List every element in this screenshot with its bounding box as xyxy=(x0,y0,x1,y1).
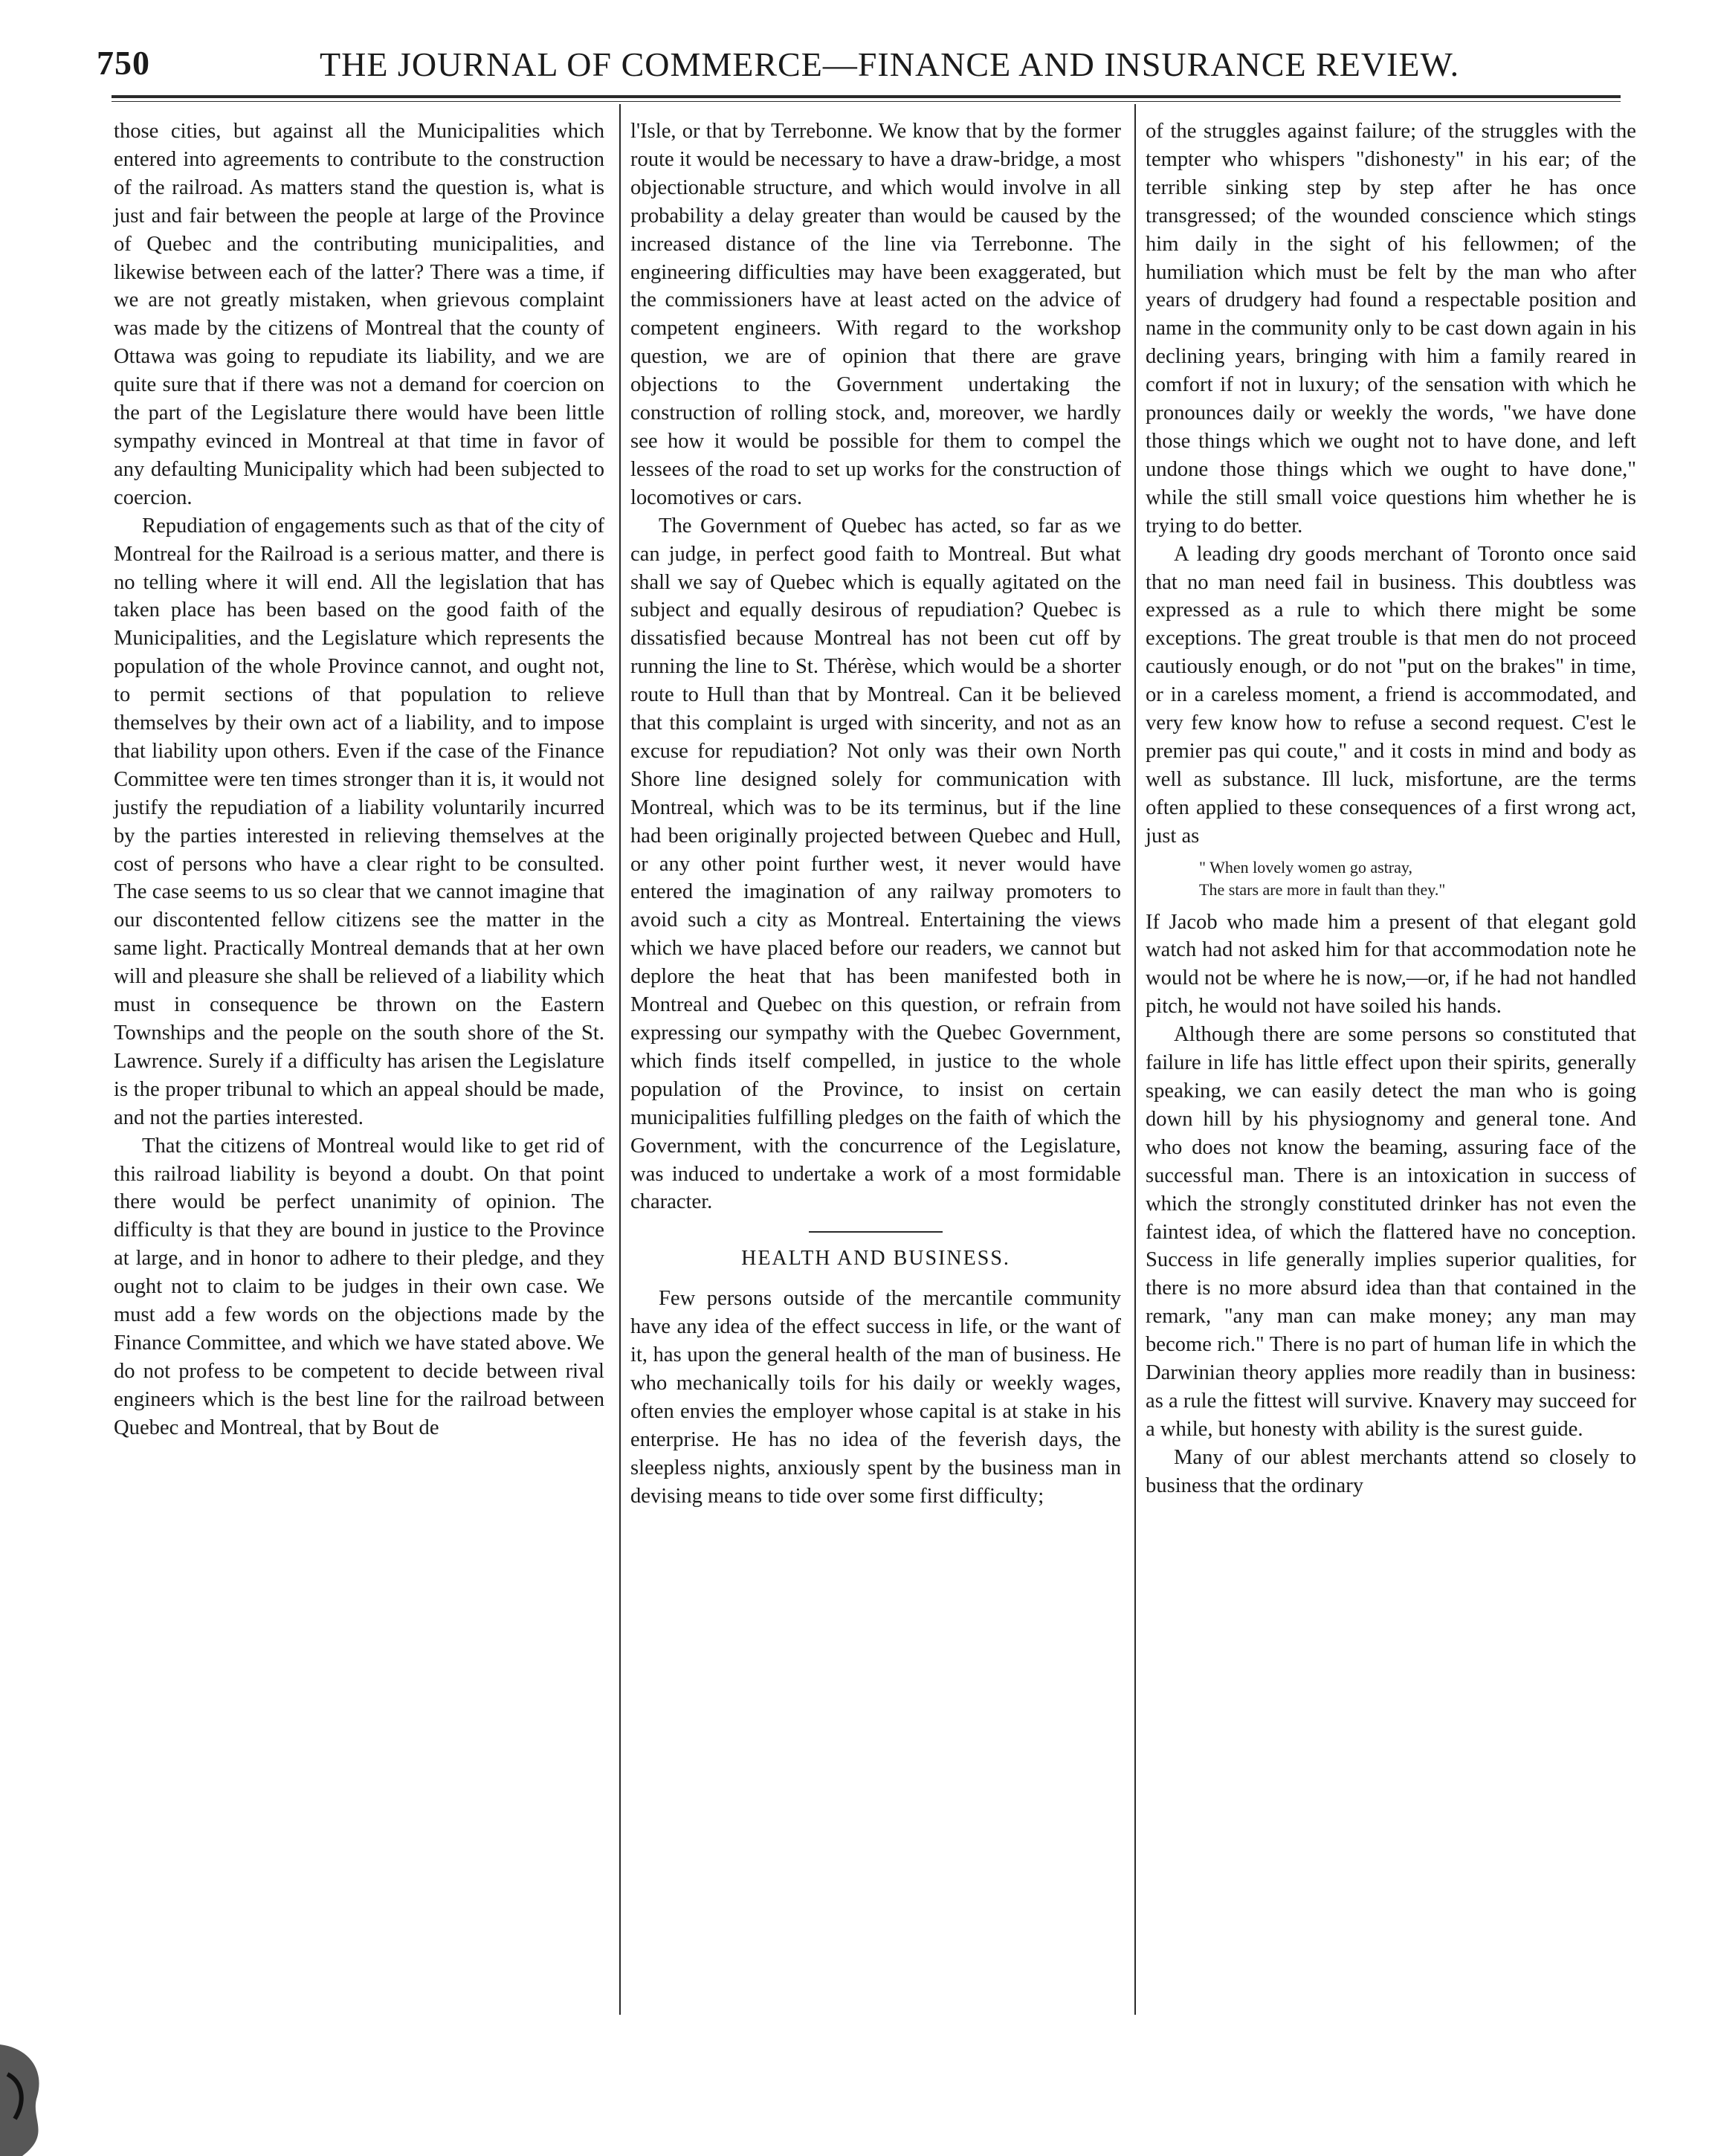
column-3 xyxy=(1146,117,1636,1500)
column-divider-right xyxy=(1134,104,1136,2015)
col3-paragraph-4: Although there are some persons so constituted that failure in life has little effect upon their spirits, generally speaking, we can easily detect the man who is going down hill by his physiognomy and general tone. And who does not know the beaming, assuring face of the successful man. There is an intoxication in success of which the strongly constituted drinker has not even the faintest idea, of which the flattered have no conception. Success in life generally implies superior qualities, for there is no more absurd idea than that contained in the remark, "any man can make money; any man may become rich." There is no part of human life in which the Darwinian theory applies more readily than in business: as a rule the fittest will survive. Knavery may succeed for a while, but honesty with ability is the surest guide. xyxy=(1146,1023,1636,1441)
col1-paragraph-3: That the citizens of Montreal would like to get rid of this railroad liability is beyond a doubt. On that point there would be perfect unanimity of opinion. The difficulty is that they are bound in justice to the Province at large, and in honor to adhere to their pledge, and they ought not to claim to be judges in their own case. We must add a few words on the objections made by the Finance Committee, and which we have stated above. We do not profess to be competent to decide between rival engineers which is the best line for the railroad between Quebec and Montreal, that by Bout de xyxy=(114,1134,604,1439)
column-1 xyxy=(114,117,604,1442)
col2-paragraph-3: Few persons outside of the mercantile community have any idea of the effect success in life, or the want of it, has upon the general health of the man of business. He who mechanically toils for his daily or weekly wages, often envies the employer whose capital is at stake in his enterprise. He has no idea of the feverish days, the sleepless nights, anxiously spent by the business man in devising means to tide over some first difficulty; xyxy=(630,1287,1121,1508)
verse-line-2: The stars are more in fault than they." xyxy=(1199,879,1446,899)
column-divider-left xyxy=(619,104,621,2015)
col2-paragraph-1: l'Isle, or that by Terrebonne. We know that by the former route it would be necessary to have a draw-bridge, a most objectionable structure, and which would involve in all probability a delay greater than would be caused by the increased distance of the line via Terrebonne. The engineering difficulties may have been exaggerated, but the commissioners have at least acted on the advice of competent engineers. With regard to the workshop question, we are of opinion that there are grave objections to the Government undertaking the construction of rolling stock, and, moreover, we hardly see how it would be possible for them to compel the lessees of the road to set up works for the construction of locomotives or cars. xyxy=(630,120,1121,509)
col3-paragraph-5: Many of our ablest merchants attend so closely to business that the ordinary xyxy=(1146,1445,1636,1497)
header-rule xyxy=(112,95,1621,98)
header-rule-thin xyxy=(112,101,1621,102)
col1-paragraph-1: those cities, but against all the Municipalities which entered into agreements to contribute to the construction of the railroad. As matters stand the question is, what is just and fair between the people at large of the Province of Quebec and the contributing municipalities, and likewise between each of the latter? There was a time, if we are not greatly mistaken, when grievous complaint was made by the citizens of Montreal that the county of Ottawa was going to repudiate its liability, and we are quite sure that if there was not a demand for coercion on the part of the Legislature there would have been little sympathy evinced in Montreal at that time in favor of any defaulting Municipality which had been subjected to coercion. xyxy=(114,120,604,509)
page-number: 750 xyxy=(97,44,150,82)
verse-line-1: " When lovely women go astray, xyxy=(1199,857,1412,877)
col3-paragraph-3: If Jacob who made him a present of that elegant gold watch had not asked him for that accommodation note he would not be where he is now,—or, if he had not handled pitch, he would not have soiled his hands. xyxy=(1146,910,1636,1019)
running-title: THE JOURNAL OF COMMERCE—FINANCE AND INSURANCE REVIEW. xyxy=(320,45,1460,83)
section-divider xyxy=(809,1231,943,1233)
col3-paragraph-2: A leading dry goods merchant of Toronto once said that no man need fail in business. This doubtless was expressed as a rule to which there might be some exceptions. The great trouble is that men do not proceed cautiously enough, or do not "put on the brakes" in time, or in a careless moment, a friend is accommodated, and very few know how to refuse a second request. C'est le premier pas qui coute," and it costs in mind and body as well as substance. Ill luck, misfortune, are the terms often applied to these consequences of a first wrong act, just as xyxy=(1146,542,1636,848)
col3-paragraph-1: of the struggles against failure; of the struggles with the tempter who whispers "dishonesty" in his ear; of the terrible sinking step by step after he has once transgressed; of the wounded conscience which stings him daily in the sight of his fellowmen; of the humiliation which must be felt by the man who after years of drudgery had found a respectable position and name in the community only to be cast down again in his declining years, bringing with him a family reared in comfort if not in luxury; of the sensation with which he pronounces daily or weekly the words, "we have done those things which we ought not to have done, and left undone those things which we ought to have done," while the still small voice questions him whether he is trying to do better. xyxy=(1146,120,1636,538)
column-2 xyxy=(630,117,1121,1511)
col1-paragraph-2: Repudiation of engagements such as that of the city of Montreal for the Railroad is a serious matter, and there is no telling where it will end. All the legislation that has taken place has been based on the good faith of the Municipalities, and the Legislature which represents the population of the whole Province cannot, and ought not, to permit sections of that population to relieve themselves by their own act of a liability, and to impose that liability upon others. Even if the case of the Finance Committee were ten times stronger than it is, it would not justify the repudiation of a liability voluntarily incurred by the parties interested in relieving themselves at the cost of persons who have a clear right to be consulted. The case seems to us so clear that we cannot imagine that our discontented fellow citizens see the matter in the same light. Practically Montreal demands that at her own will and pleasure she shall be relieved of a liability which must in consequence be thrown on the Eastern Townships and the people on the south shore of the St. Lawrence. Surely if a difficulty has arisen the Legislature is the proper tribunal to which an appeal should be made, and not the parties interested. xyxy=(114,514,604,1129)
col2-paragraph-2: The Government of Quebec has acted, so far as we can judge, in perfect good faith to Montreal. But what shall we say of Quebec which is equally agitated on the subject and equally desirous of repudiation? Quebec is dissatisfied because Montreal has not been cut off by running the line to St. Thérèse, which would be a shorter route to Hull than that by Montreal. Can it be believed that this complaint is urged with sincerity, and not as an excuse for repudiation? Not only was their own North Shore line designed solely for communication with Montreal, which was to be its terminus, but if the line had been originally projected between Quebec and Hull, or any other point further west, it never would have entered the imagination of any railway promoters to avoid such a city as Montreal. Entertaining the views which we have placed before our readers, we cannot but deplore the heat that has been manifested both in Montreal and Quebec on this question, or refrain from expressing our sympathy with the Quebec Government, which finds itself compelled, in justice to the whole population of the Province, to insist on certain municipalities fulfilling pledges on the faith of which the Government, with the concurrence of the Legislature, was induced to undertake a work of a most formidable character. xyxy=(630,514,1121,1214)
quoted-verse xyxy=(1199,856,1636,901)
section-heading: HEALTH AND BUSINESS. xyxy=(741,1247,1010,1271)
page-header xyxy=(97,43,1628,95)
scan-corner-mark xyxy=(0,2030,82,2156)
